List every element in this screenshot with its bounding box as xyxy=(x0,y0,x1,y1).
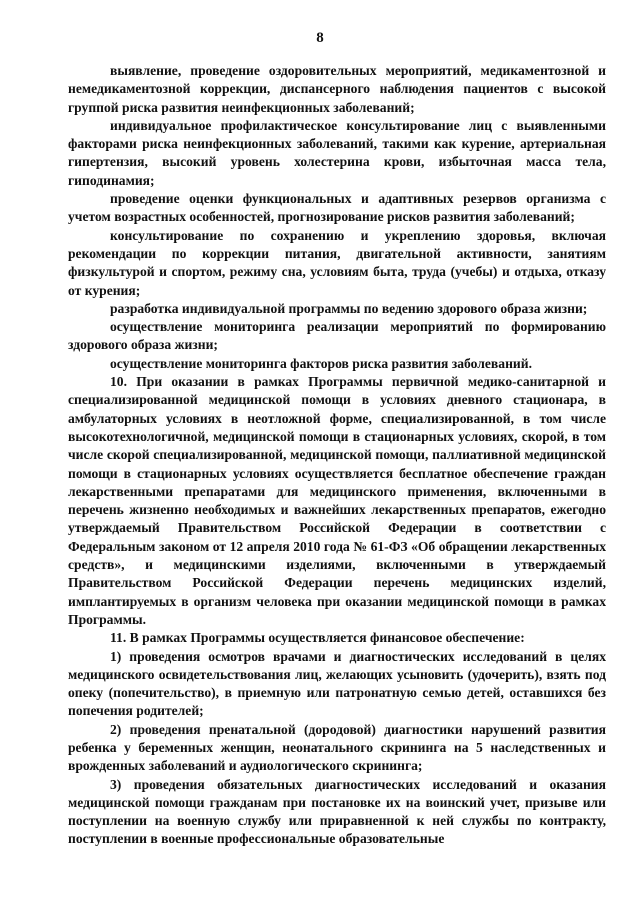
paragraph-6: осуществление мониторинга реализации мероприятий по формированию здорового образа жизни; xyxy=(68,319,606,353)
paragraph-7: осуществление мониторинга факторов риска развития заболеваний. xyxy=(110,355,532,371)
paragraph-item-11: 11. В рамках Программы осуществляется финансовое обеспечение: xyxy=(110,630,525,646)
paragraph-subitem-2: 2) проведения пренатальной (дородовой) диагностики нарушений развития ребенка у беременных женщин, неонатального скрининга на 5 наследственных и врожденных заболеваний и аудиологического скрининга; xyxy=(68,721,606,774)
paragraph-2: индивидуальное профилактическое консультирование лиц с выявленными факторами риска неинфекционных заболеваний, такими как курение, артериальная гипертензия, высокий уровень холестерина крови, избыточная масса тела, гиподинамия; xyxy=(68,117,606,188)
document-body xyxy=(68,62,606,849)
paragraph-item-10: 10. При оказании в рамках Программы первичной медико-санитарной и специализированной медицинской помощи в условиях дневного стационара, в амбулаторных условиях в неотложной форме, специализированной, в том числе высокотехнологичной, медицинской помощи в стационарных условиях, скорой, в том числе скорой специализированной, медицинской помощи, паллиативной медицинской помощи в стационарных условиях осуществляется бесплатное обеспечение граждан лекарственными препаратами для медицинского применения, включенными в перечень жизненно необходимых и важнейших лекарственных препаратов, ежегодно утверждаемый Правительством Российской Федерации в соответствии с Федеральным законом от 12 апреля 2010 года № 61-ФЗ «Об обращении лекарственных средств», и медицинскими изделиями, включенными в утверждаемый Правительством Российской Федерации перечень медицинских изделий, имплантируемых в организм человека при оказании медицинской помощи в рамках Программы. xyxy=(68,374,606,627)
paragraph-3: проведение оценки функциональных и адаптивных резервов организма с учетом возрастных особенностей, прогнозирование рисков развития заболеваний; xyxy=(68,191,606,225)
paragraph-4: консультирование по сохранению и укреплению здоровья, включая рекомендации по коррекции питания, двигательной активности, занятиям физкультурой и спортом, режиму сна, условиям быта, труда (учебы) и отдыха, отказу от курения; xyxy=(68,227,606,298)
page-number: 8 xyxy=(316,30,324,46)
paragraph-subitem-1: 1) проведения осмотров врачами и диагностических исследований в целях медицинского освидетельствования лиц, желающих усыновить (удочерить), взять под опеку (попечительство), в приемную или патронатную семью детей, оставшихся без попечения родителей; xyxy=(68,648,606,719)
paragraph-5: разработка индивидуальной программы по ведению здорового образа жизни; xyxy=(110,300,588,316)
paragraph-subitem-3: 3) проведения обязательных диагностических исследований и оказания медицинской помощи гражданам при постановке их на воинский учет, призыве или поступлении на военную службу или приравненной к ней службы по контракту, поступлении в военные профессиональные образовательные xyxy=(68,776,606,847)
paragraph-1: выявление, проведение оздоровительных мероприятий, медикаментозной и немедикаментозной коррекции, диспансерного наблюдения пациентов с высокой группой риска развития неинфекционных заболеваний; xyxy=(68,63,606,115)
